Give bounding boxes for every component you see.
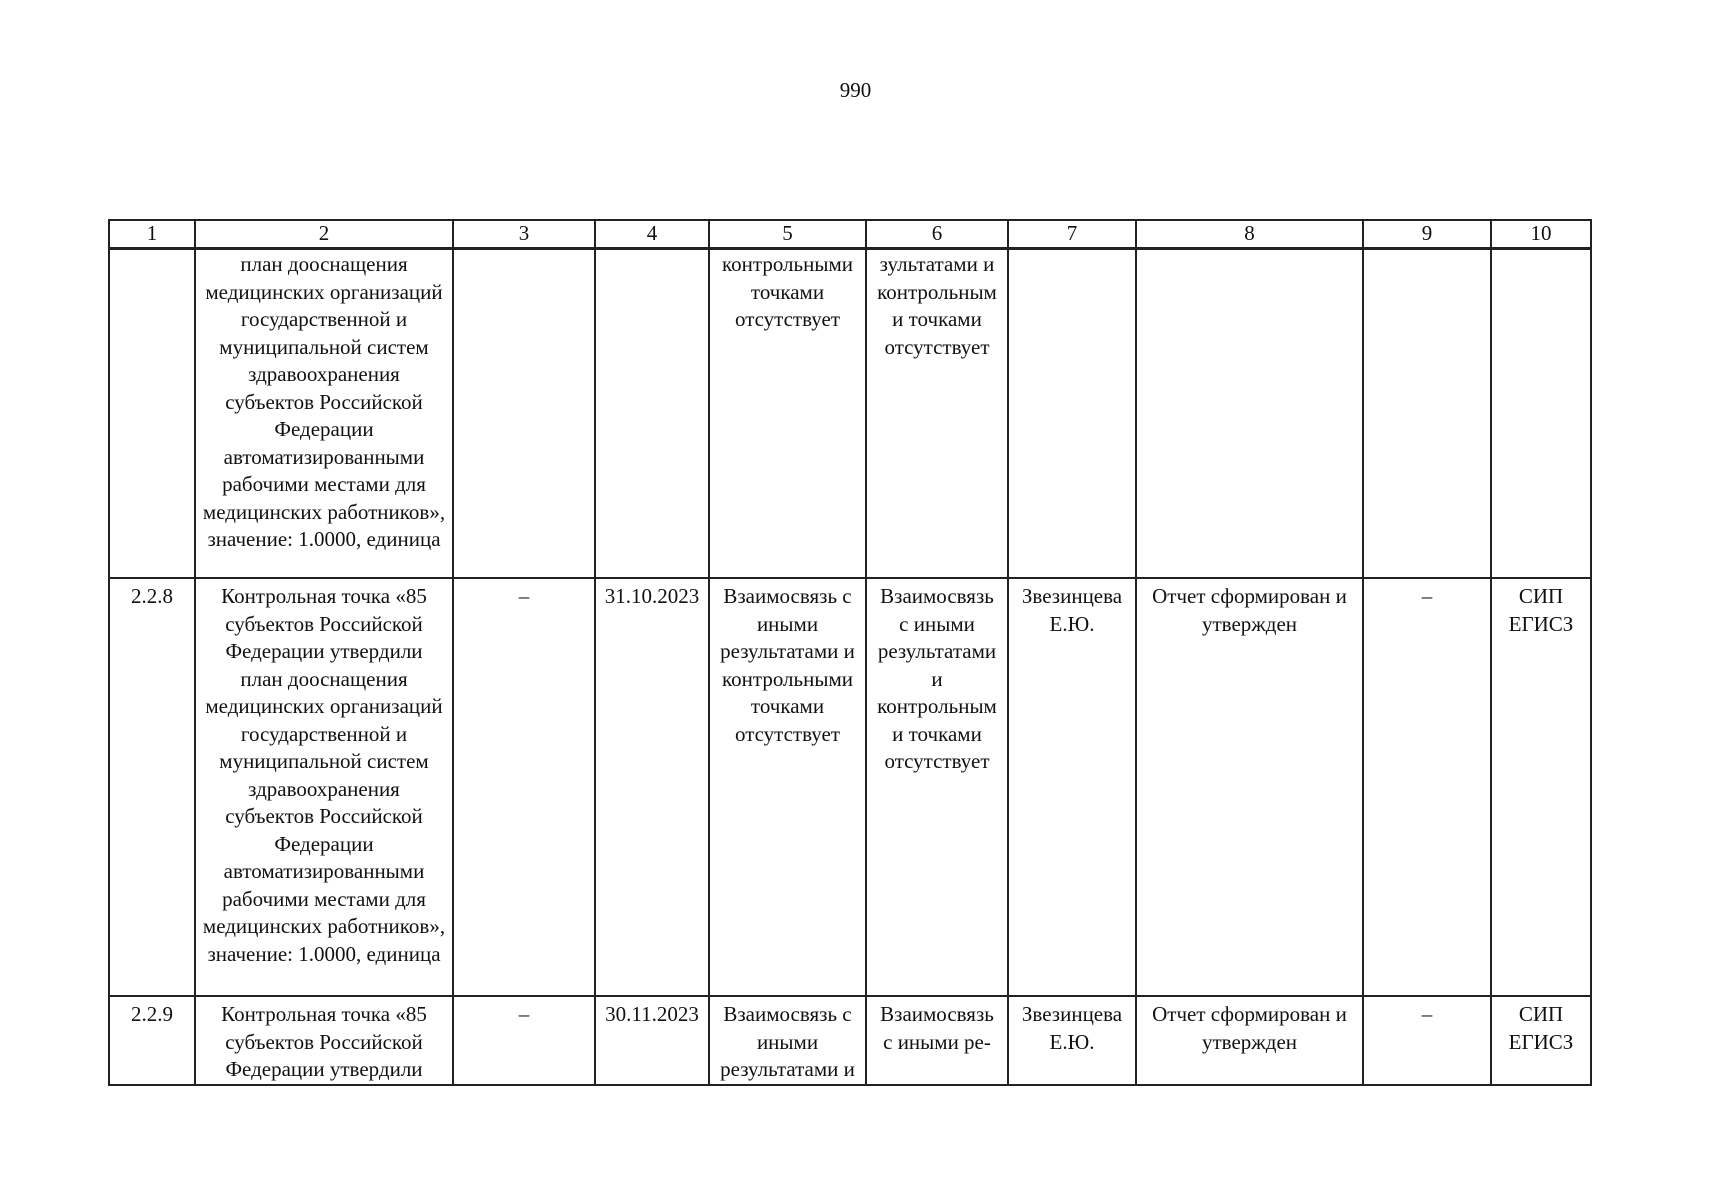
col-header-5: 5 [709, 220, 866, 249]
cell-c9 [1363, 249, 1491, 579]
cell-responsible: Звезинцева Е.Ю. [1008, 996, 1136, 1085]
header-row [109, 220, 1591, 249]
cell-date: 30.11.2023 [595, 996, 709, 1085]
cell-c3: – [453, 996, 595, 1085]
col-header-4: 4 [595, 220, 709, 249]
cell-system: СИП ЕГИСЗ [1491, 578, 1591, 996]
cell-doc: Отчет сформирован и утвержден [1136, 996, 1363, 1085]
col-header-3: 3 [453, 220, 595, 249]
cell-c5: Взаимосвязь с иными результатами и [709, 996, 866, 1085]
table-row-continuation [109, 249, 1591, 579]
table-row [109, 996, 1591, 1085]
cell-c3 [453, 249, 595, 579]
cell-name: план дооснащения медицинских организаций государственной и муниципальной систем здравоохранения субъектов Российской Федерации автоматизированными рабочими местами для медицинских работников», значение: 1.0000, единица [195, 249, 453, 579]
cell-date [595, 249, 709, 579]
cell-num [109, 249, 195, 579]
cell-c6: зультатами и контрольными точками отсутствует [866, 249, 1008, 579]
cell-num: 2.2.8 [109, 578, 195, 996]
cell-c5: Взаимосвязь с иными результатами и контрольными точками отсутствует [709, 578, 866, 996]
cell-responsible [1008, 249, 1136, 579]
plan-table [108, 219, 1592, 1086]
cell-c6: Взаимосвязь с иными ре- [866, 996, 1008, 1085]
table-row [109, 578, 1591, 996]
cell-c5: контрольными точками отсутствует [709, 249, 866, 579]
cell-doc [1136, 249, 1363, 579]
cell-date: 31.10.2023 [595, 578, 709, 996]
cell-doc: Отчет сформирован и утвержден [1136, 578, 1363, 996]
cell-c9: – [1363, 578, 1491, 996]
page-number: 990 [839, 78, 872, 102]
col-header-10: 10 [1491, 220, 1591, 249]
cell-name: Контрольная точка «85 субъектов Российской Федерации утвердили [195, 996, 453, 1085]
cell-name: Контрольная точка «85 субъектов Российской Федерации утвердили план дооснащения медицинских организаций государственной и муниципальной систем здравоохранения субъектов Российской Федерации автоматизированными рабочими местами для медицинских работников», значение: 1.0000, единица [195, 578, 453, 996]
col-header-2: 2 [195, 220, 453, 249]
cell-num: 2.2.9 [109, 996, 195, 1085]
col-header-8: 8 [1136, 220, 1363, 249]
col-header-1: 1 [109, 220, 195, 249]
cell-system: СИП ЕГИСЗ [1491, 996, 1591, 1085]
col-header-6: 6 [866, 220, 1008, 249]
cell-system [1491, 249, 1591, 579]
cell-c9: – [1363, 996, 1491, 1085]
cell-responsible: Звезинцева Е.Ю. [1008, 578, 1136, 996]
cell-c6: Взаимосвязь с иными результатами и контрольными точками отсутствует [866, 578, 1008, 996]
col-header-9: 9 [1363, 220, 1491, 249]
cell-c3: – [453, 578, 595, 996]
col-header-7: 7 [1008, 220, 1136, 249]
